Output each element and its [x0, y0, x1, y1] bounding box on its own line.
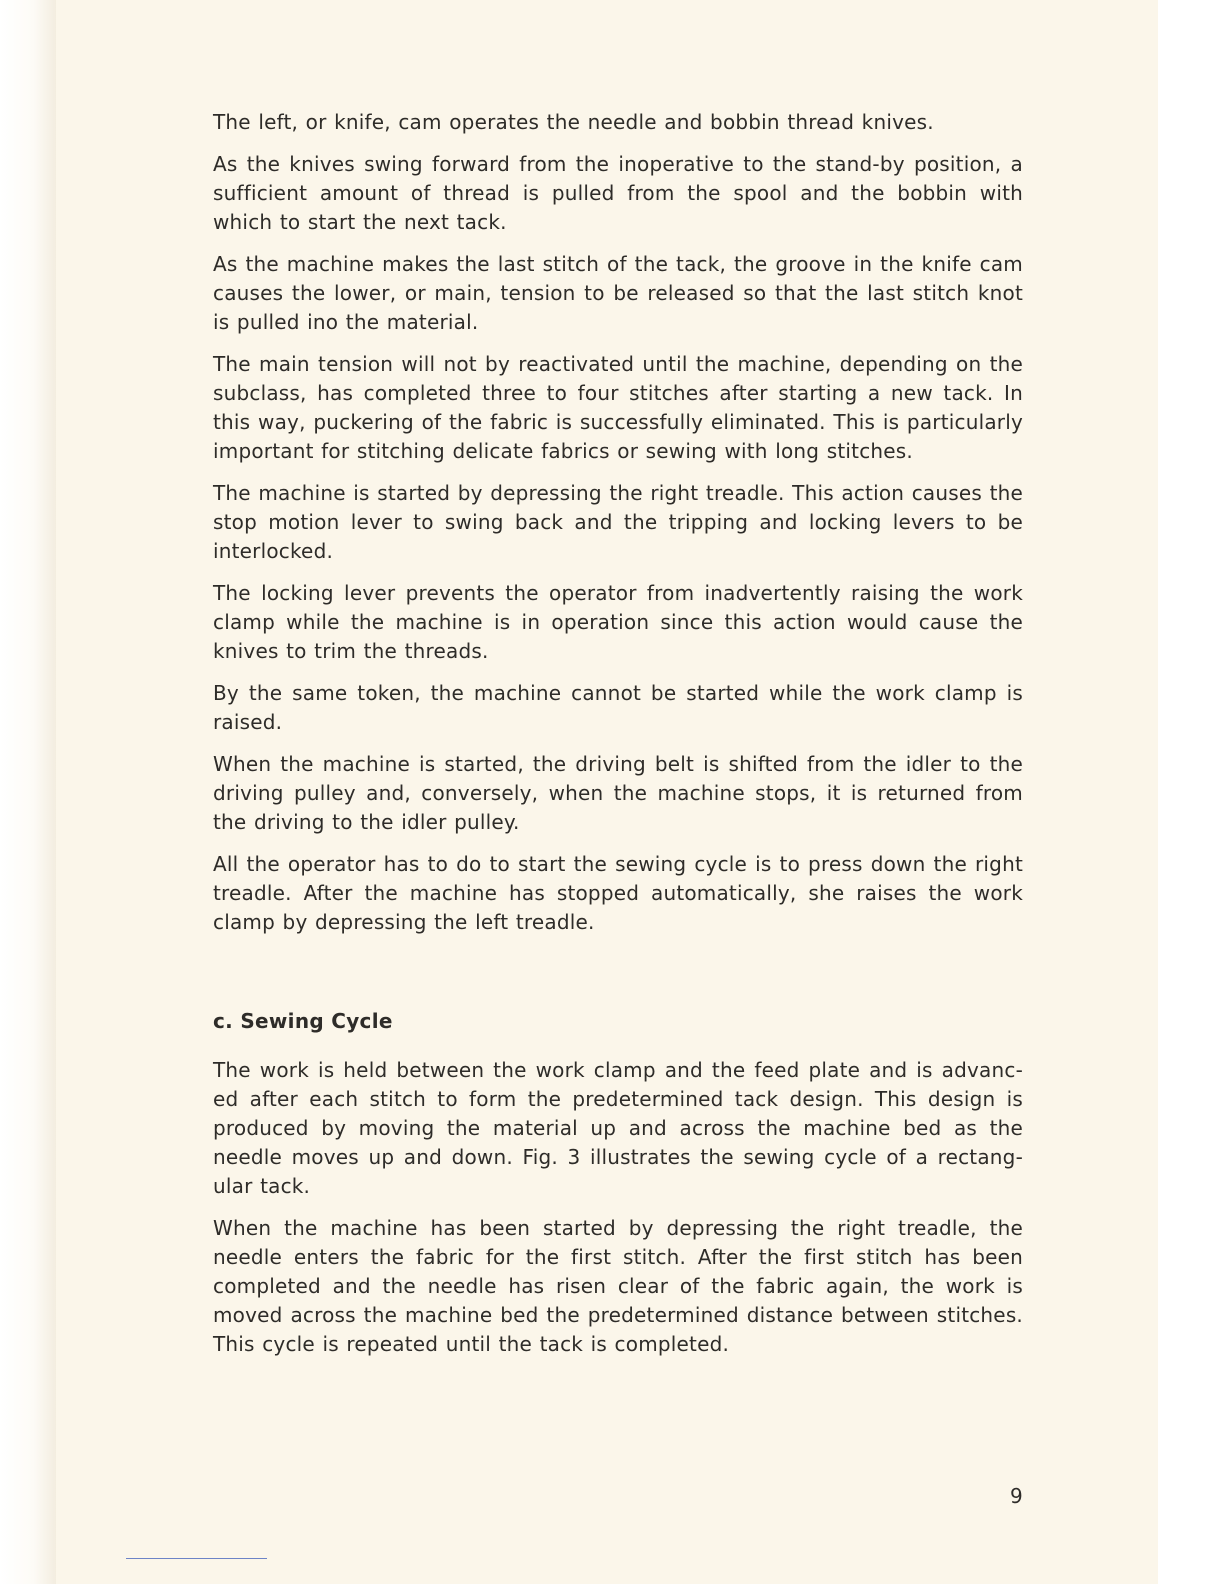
paragraph-last-stitch: As the machine makes the last stitch of the tack, the groove in the knife cam causes the lower, or main, tension to be released so that the last stitch knot is pulled ino the material. [213, 252, 1023, 334]
paragraph-machine-started: The machine is started by depressing the right treadle. This action causes the stop motion lever to swing back and the tripping and locking levers to be interlocked. [213, 481, 1023, 563]
scan-right-margin [1158, 0, 1224, 1584]
scan-left-margin [0, 0, 56, 1584]
paragraph-work-held: The work is held between the work clamp and the feed plate and is advanc-ed after each stitch to form the predetermined tack design. This design is produced by moving the material up and across the machine bed as the needle moves up and down. Fig. 3 illustrates the sewing cycle of a rectang-ular tack. [213, 1058, 1023, 1198]
paragraph-operator-task: All the operator has to do to start the sewing cycle is to press down the right treadle. After the machine has stopped automatically, she raises the work clamp by depressing the left treadle. [213, 852, 1023, 934]
section-heading-sewing-cycle: c. Sewing Cycle [213, 1009, 393, 1033]
paragraph-knives-swing: As the knives swing forward from the inoperative to the stand-by position, a sufficient amount of thread is pulled from the spool and the bobbin with which to start the next tack. [213, 152, 1023, 234]
bottom-rule [126, 1558, 267, 1559]
paragraph-main-tension: The main tension will not by reactivated until the machine, depending on the subclass, has completed three to four stitches after starting a new tack. In this way, puckering of the fabric is successfully eliminated. This is particularly important for stitching delicate fabrics or sewing with long stitches. [213, 352, 1023, 463]
paragraph-first-stitch: When the machine has been started by depressing the right treadle, the needle enters the fabric for the first stitch. After the first stitch has been completed and the needle has risen clear of the fabric again, the work is moved across the machine bed the predetermined distance between stitches. This cycle is repeated until the tack is completed. [213, 1216, 1023, 1356]
page-content [213, 108, 1023, 1372]
paragraph-same-token: By the same token, the machine cannot be started while the work clamp is raised. [213, 681, 1023, 734]
paragraph-knife-cam: The left, or knife, cam operates the needle and bobbin thread knives. [213, 110, 934, 134]
paragraph-locking-lever: The locking lever prevents the operator from inadvertently raising the work clamp while the machine is in operation since this action would cause the knives to trim the threads. [213, 581, 1023, 663]
page-number: 9 [1010, 1484, 1023, 1508]
paragraph-driving-belt: When the machine is started, the driving belt is shifted from the idler to the driving pulley and, conversely, when the machine stops, it is returned from the driving to the idler pulley. [213, 752, 1023, 834]
